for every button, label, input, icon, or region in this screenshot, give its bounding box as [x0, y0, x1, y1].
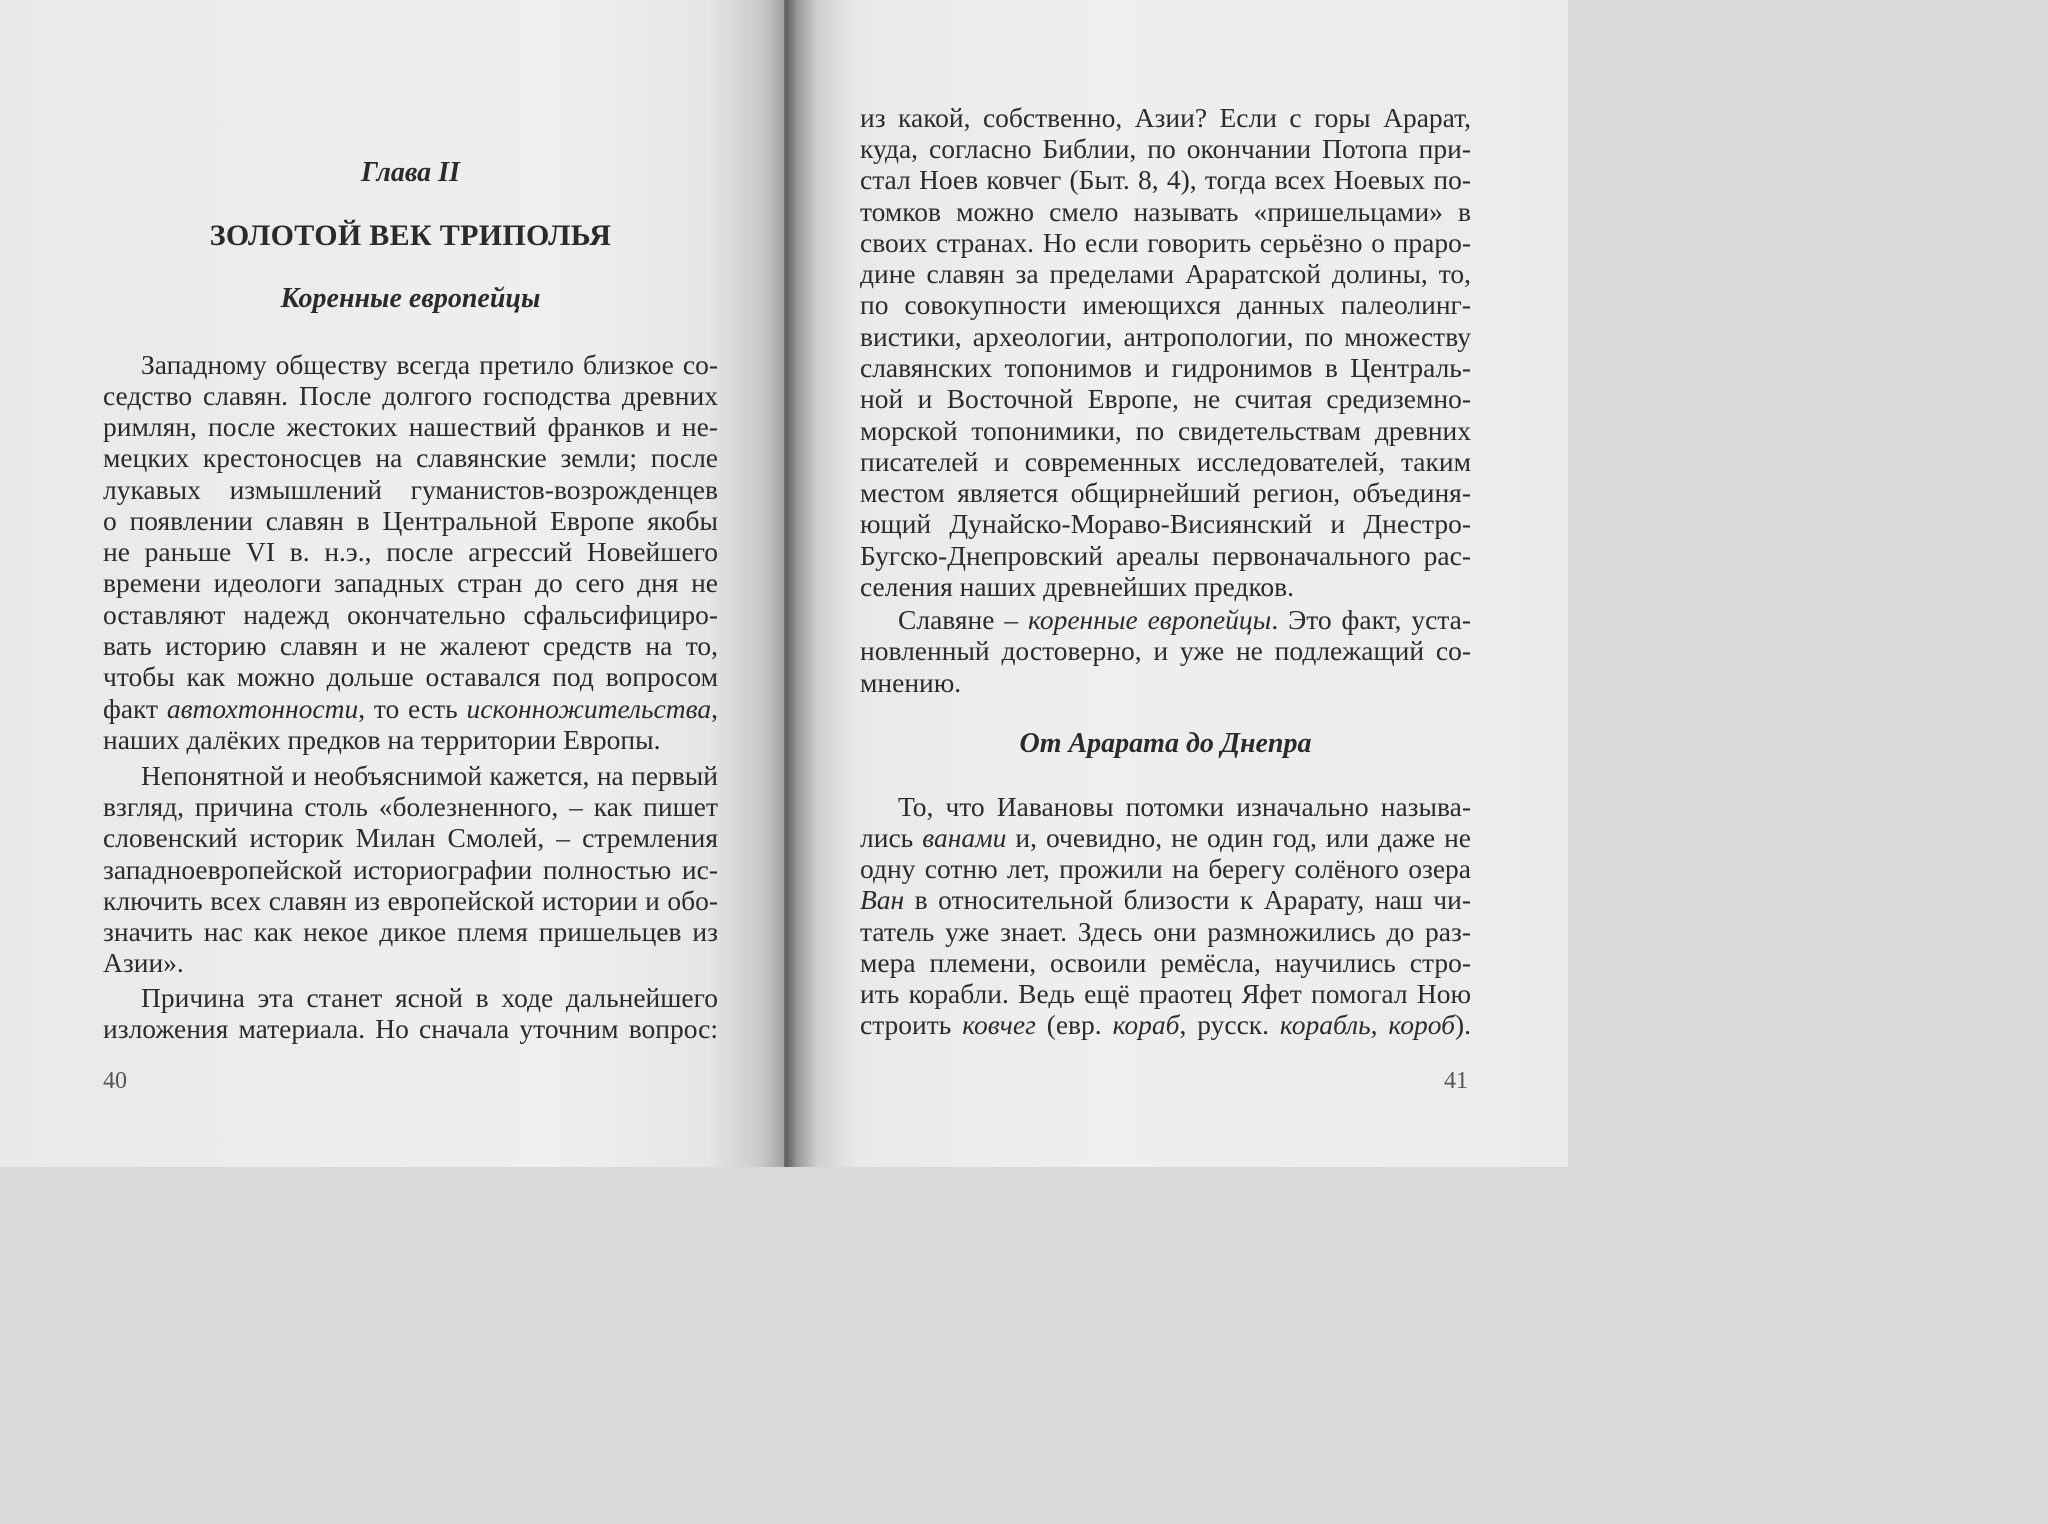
text-run: факт — [103, 693, 167, 724]
chapter-label: Глава II — [361, 157, 460, 188]
text-line: местом является общирнейший регион, объединя- — [860, 477, 1471, 508]
text-line: словенский историк Милан Смолей, – стремления — [103, 822, 718, 853]
page-number: 40 — [103, 1068, 127, 1094]
text-line: по совокупности имеющихся данных палеолинг- — [860, 289, 1471, 320]
text-line: седство славян. После долгого господства древних — [103, 380, 718, 411]
text-line: стал Ноев ковчег (Быт. 8, 4), тогда всех Ноевых по- — [860, 164, 1471, 195]
text-run: (евр. — [1035, 1009, 1113, 1040]
text-line: наших далёких предков на территории Европы. — [103, 724, 661, 755]
text-line: оставляют надежд окончательно сфальсифициро- — [103, 599, 718, 630]
text-line: дине славян за пределами Араратской долины, то, — [860, 258, 1471, 289]
text-line: чтобы как можно дольше оставался под вопросом — [103, 661, 718, 692]
text-line — [860, 884, 1471, 915]
text-line: изложения материала. Но сначала уточним вопрос: — [103, 1013, 718, 1044]
text-run: Славяне – — [898, 604, 1029, 635]
text-line: мнению. — [860, 667, 962, 698]
text-line: То, что Иавановы потомки изначально называ- — [898, 791, 1471, 822]
text-line: своих странах. Но если говорить серьёзно о праро- — [860, 227, 1471, 258]
text-line: римлян, после жестоких нашествий франков и не- — [103, 411, 718, 442]
text-line — [860, 604, 1471, 635]
section-title: От Арарата до Днепра — [1019, 728, 1312, 759]
text-line: западноевропейской историографии полностью ис- — [103, 854, 718, 885]
text-run: лись — [860, 822, 923, 853]
text-line — [860, 822, 1471, 853]
chapter-title: ЗОЛОТОЙ ВЕК ТРИПОЛЬЯ — [209, 219, 612, 252]
text-line: писателей и современных исследователей, таким — [860, 446, 1471, 477]
text-line: Причина эта станет ясной в ходе дальнейшего — [141, 982, 718, 1013]
text-run: , — [711, 693, 718, 724]
text-line: томков можно смело называть «пришельцами» в — [860, 196, 1471, 227]
italic-term: корабль, короб — [1279, 1009, 1455, 1040]
text-line: из какой, собственно, Азии? Если с горы Арарат, — [860, 102, 1471, 133]
text-line: Азии». — [103, 947, 184, 978]
right-page — [786, 0, 1568, 1167]
text-line: Непонятной и необъяснимой кажется, на первый — [141, 760, 718, 791]
text-run: в относительной близости к Арарату, наш чи- — [904, 884, 1471, 915]
text-line: татель уже знает. Здесь они размножились до раз- — [860, 916, 1471, 947]
text-line: вистики, археологии, антропологии, по множеству — [860, 321, 1471, 352]
text-line: селения наших древнейших предков. — [860, 571, 1295, 602]
text-run: и, очевидно, не один год, или даже не — [1006, 822, 1472, 853]
text-line: ной и Восточной Европе, не считая средиземно- — [860, 383, 1471, 414]
text-line: о появлении славян в Центральной Европе якобы — [103, 505, 718, 536]
italic-term: ванами — [922, 822, 1007, 853]
left-text-column — [103, 0, 718, 1167]
text-line: славянских топонимов и гидронимов в Централь- — [860, 352, 1471, 383]
text-line: ить корабли. Ведь ещё праотец Яфет помогал Ною — [860, 978, 1471, 1009]
section-title: Коренные европейцы — [280, 283, 541, 314]
text-line: морской топонимики, по свидетельствам древних — [860, 415, 1471, 446]
text-line: мера племени, освоили ремёсла, научились стро- — [860, 947, 1471, 978]
right-text-column — [860, 0, 1471, 1167]
text-line: значить нас как некое дикое племя пришельцев из — [103, 916, 718, 947]
text-run: ). — [1454, 1009, 1471, 1040]
italic-term: кораб — [1112, 1009, 1180, 1040]
text-line: вать историю славян и не жалеют средств на то, — [103, 630, 718, 661]
italic-term: исконножительства — [466, 693, 712, 724]
text-line: новленный достоверно, и уже не подлежащий со- — [860, 635, 1471, 666]
left-page — [0, 0, 786, 1167]
text-run: , русск. — [1179, 1009, 1280, 1040]
italic-term: коренные европейцы — [1028, 604, 1272, 635]
text-line: Бугско-Днепровский ареалы первоначального рас- — [860, 540, 1471, 571]
italic-term: ковчег — [962, 1009, 1036, 1040]
italic-term: автохтонности — [166, 693, 359, 724]
text-line: не раньше VI в. н.э., после агрессий Новейшего — [103, 536, 718, 567]
text-line: Западному обществу всегда претило близкое со- — [141, 349, 718, 380]
text-line: времени идеологи западных стран до сего дня не — [103, 567, 718, 598]
text-line: взгляд, причина столь «болезненного, – как пишет — [103, 791, 718, 822]
italic-term: Ван — [860, 884, 905, 915]
text-run: . Это факт, уста- — [1271, 604, 1471, 635]
text-run: , то есть — [358, 693, 467, 724]
page-number: 41 — [1444, 1068, 1468, 1094]
text-line — [860, 1009, 1471, 1040]
text-line: ющий Дунайско-Мораво-Висиянский и Днестро- — [860, 508, 1471, 539]
text-run: строить — [860, 1009, 963, 1040]
text-line: одну сотню лет, прожили на берегу солёного озера — [860, 853, 1471, 884]
text-line: мецких крестоносцев на славянские земли; после — [103, 442, 718, 473]
text-line: лукавых измышлений гуманистов-возрожденцев — [103, 474, 718, 505]
text-line: куда, согласно Библии, по окончании Потопа при- — [860, 133, 1471, 164]
text-line — [103, 693, 718, 724]
text-line: ключить всех славян из европейской истории и обо- — [103, 885, 718, 916]
